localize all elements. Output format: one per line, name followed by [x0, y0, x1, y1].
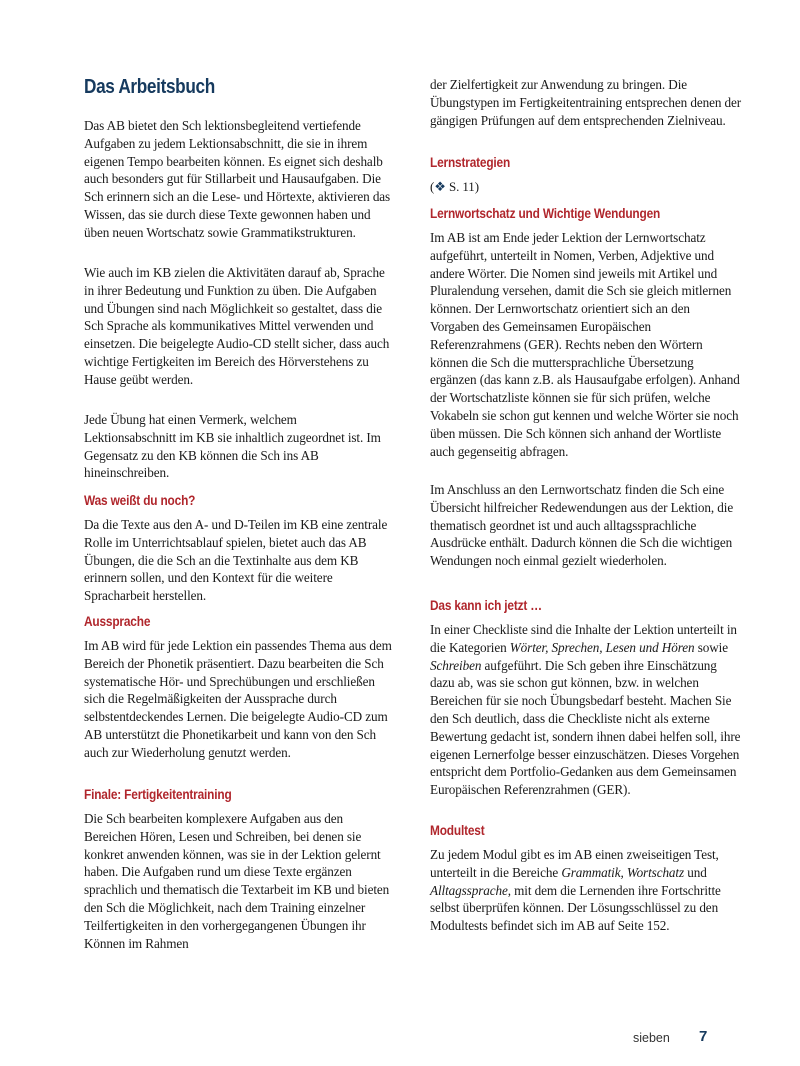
- heading-finale: Finale: Fertigkeitentraining: [84, 787, 232, 802]
- reference-open-paren: (: [430, 179, 435, 194]
- was-weisst-du-noch-text: Da die Texte aus den A- und D-Teilen im KB eine zentrale Rolle im Unterrichtsablauf spielen, bietet auch das AB Übungen, die die Sch an die Textinhalte aus dem KB erinnern sollen, und den Kontext für die weitere Spracharbeit herstellen.: [84, 517, 388, 604]
- dk-part-2: sowie: [694, 639, 728, 655]
- lernwortschatz-text: Im AB ist am Ende jeder Lektion der Lernwortschatz aufgeführt, unterteilt in Nomen, Verben, Adjektive und andere Wörter. Die Nomen sind jeweils mit Artikel und Pluralendung versehen, damit die Sch sie gleich mitlernen können. Der Lernwortschatz orientiert sich an den Vorgaben des Gemeinsamen Europäischen Referenzrahmens (GER). Rechts neben den Wörtern können die Sch die muttersprachliche Übersetzung ergänzen (das kann z.B. als Hausaufgabe erfolgen). Anhand der Wortschatzliste können sie für sich prüfen, welche Vokabeln sie schon gut kennen und welche Wörter sie noch üben müssen. Die Sch können sich anhand der Wortliste auch gegenseitig abfragen.: [430, 230, 740, 459]
- reference-text: S. 11): [445, 179, 479, 194]
- footer-page-word: sieben: [633, 1031, 670, 1045]
- paragraph-was-weisst-du-noch: [84, 516, 392, 605]
- intro-paragraph: [84, 117, 392, 242]
- section-aussprache: [84, 614, 392, 629]
- heading-lernwortschatz: Lernwortschatz und Wichtige Wendungen: [430, 206, 661, 221]
- paragraph-anschluss: [430, 481, 742, 570]
- lernstrategien-reference: [430, 178, 742, 196]
- das-kann-ich-jetzt-text: [430, 621, 742, 799]
- dk-schreiben: Schreiben: [430, 657, 482, 673]
- paragraph-modultest: [430, 846, 742, 935]
- modultest-text: [430, 846, 742, 935]
- section-lernstrategien: [430, 155, 742, 170]
- section-modultest: [430, 823, 742, 838]
- paragraph-das-kann-ich-jetzt: [430, 621, 742, 799]
- diamond-icon: ❖: [434, 179, 446, 194]
- zielfertigkeit-text: der Zielfertigkeit zur Anwendung zu bringen. Die Übungstypen im Fertigkeitentraining entsprechen denen der gängigen Prüfungen auf dem entsprechenden Zielniveau.: [430, 77, 742, 128]
- mt-bereiche: Grammatik, Wortschatz: [561, 864, 685, 880]
- vermerk-text: Jede Übung hat einen Vermerk, welchem Lektionsabschnitt im KB sie inhaltlich zugeordnet ist. Im Gegensatz zu den KB können die Sch ins AB hineinschreiben.: [84, 412, 381, 481]
- paragraph-activities: [84, 264, 392, 389]
- dk-part-3: aufgeführt. Die Sch geben ihre Einschätzung dazu ab, was sie schon gut können, bzw. in welchen Bereichen für sie noch Übungsbedarf besteht. Machen Sie den Sch deutlich, dass die Checkliste nicht als externe Bewertung gedacht ist, sondern ihnen dabei helfen soll, ihre eigenen Lernerfolge besser einzuschätzen. Dieses Vorgehen entspricht dem Portfolio-Gedanken aus dem Gemeinsamen Europäischen Referenzrahmen (GER).: [430, 657, 741, 798]
- paragraph-finale: [84, 810, 392, 952]
- mt-part-1: Zu jedem Modul gibt es im AB einen zweiseitigen Test, unterteilt in die Bereiche: [430, 847, 719, 880]
- heading-aussprache: Aussprache: [84, 614, 151, 629]
- heading-das-kann-ich-jetzt: Das kann ich jetzt …: [430, 598, 543, 613]
- aussprache-text: Im AB wird für jede Lektion ein passendes Thema aus dem Bereich der Phonetik präsentiert. Dazu bearbeiten die Sch systematische Hör- und Sprechübungen und erschließen sich die Regelmäßigkeiten der Aussprache durch selbstentdeckendes Lernen. Die beigelegte Audio-CD zum AB unterstützt die Phonetikarbeit und kann von den Sch auch zur Wiederholung genutzt werden.: [84, 638, 392, 760]
- page-reference: [430, 178, 742, 196]
- anschluss-text: Im Anschluss an den Lernwortschatz finden die Sch eine Übersicht hilfreicher Redewendungen aus der Lektion, die thematisch geordnet ist und auch alltagssprachliche Ausdrücke enthält. Dadurch können die Sch die wichtigen Wendungen noch einmal gezielt wiederholen.: [430, 482, 734, 569]
- mt-alltagssprache: Alltagssprache: [430, 882, 508, 898]
- heading-was-weisst-du-noch: Was weißt du noch?: [84, 493, 196, 508]
- footer-page-number: 7: [699, 1028, 708, 1045]
- dk-categories: Wörter, Sprechen, Lesen und Hören: [509, 639, 695, 655]
- finale-text: Die Sch bearbeiten komplexere Aufgaben aus den Bereichen Hören, Lesen und Schreiben, bei denen sie konkret anwenden können, was sie in der Lektion gelernt haben. Die Aufgaben rund um diese Texte ergänzen sprachlich und thematisch die Textarbeit im KB und bieten den Sch die Möglichkeit, nach dem Training einzelner Teilfertigkeiten in den vorhergegangenen Übungen ihr Können im Rahmen: [84, 811, 390, 951]
- heading-modultest: Modultest: [430, 823, 485, 838]
- heading-lernstrategien: Lernstrategien: [430, 155, 511, 170]
- mt-part-3: , mit dem die Lernenden ihre Fortschritte selbst überprüfen können. Der Lösungsschlüssel zu den Modultests befindet sich im AB auf Seite 152.: [430, 882, 721, 934]
- page-title: Das Arbeitsbuch: [84, 76, 215, 98]
- section-finale: [84, 787, 392, 802]
- section-lernwortschatz: [430, 206, 742, 221]
- paragraph-zielfertigkeit: [430, 76, 742, 129]
- mt-part-2: und: [684, 864, 707, 880]
- intro-text: Das AB bietet den Sch lektionsbegleitend vertiefende Aufgaben zu jedem Lektionsabschnitt, die sie in ihrem eigenen Tempo bearbeiten können. Es eignet sich deshalb auch besonders gut für Stillarbeit und Hausaufgaben. Die Sch erinnern sich an die Lese- und Hörtexte, aktivieren das Wissen, das sie durch diese Texte gewonnen haben und üben neuen Wortschatz sowie Grammatikstrukturen.: [84, 118, 391, 240]
- section-was-weisst-du-noch: [84, 493, 392, 508]
- paragraph-lernwortschatz: [430, 229, 742, 460]
- section-das-kann-ich-jetzt: [430, 598, 742, 613]
- paragraph-vermerk: [84, 411, 392, 482]
- paragraph-aussprache: [84, 637, 392, 762]
- dk-part-1: In einer Checkliste sind die Inhalte der Lektion unterteilt in die Kategorien: [430, 622, 737, 655]
- activities-text: Wie auch im KB zielen die Aktivitäten darauf ab, Sprache in ihrer Bedeutung und Funktion zu üben. Die Aufgaben und Übungen sind nach Möglichkeit so gestaltet, dass die Sch Sprache als kommunikatives Mittel verwenden und einsetzen. Die beigelegte Audio-CD stellt sicher, dass auch wichtige Fertigkeiten im Bereich des Hörverstehens zu Hause geübt werden.: [84, 265, 390, 387]
